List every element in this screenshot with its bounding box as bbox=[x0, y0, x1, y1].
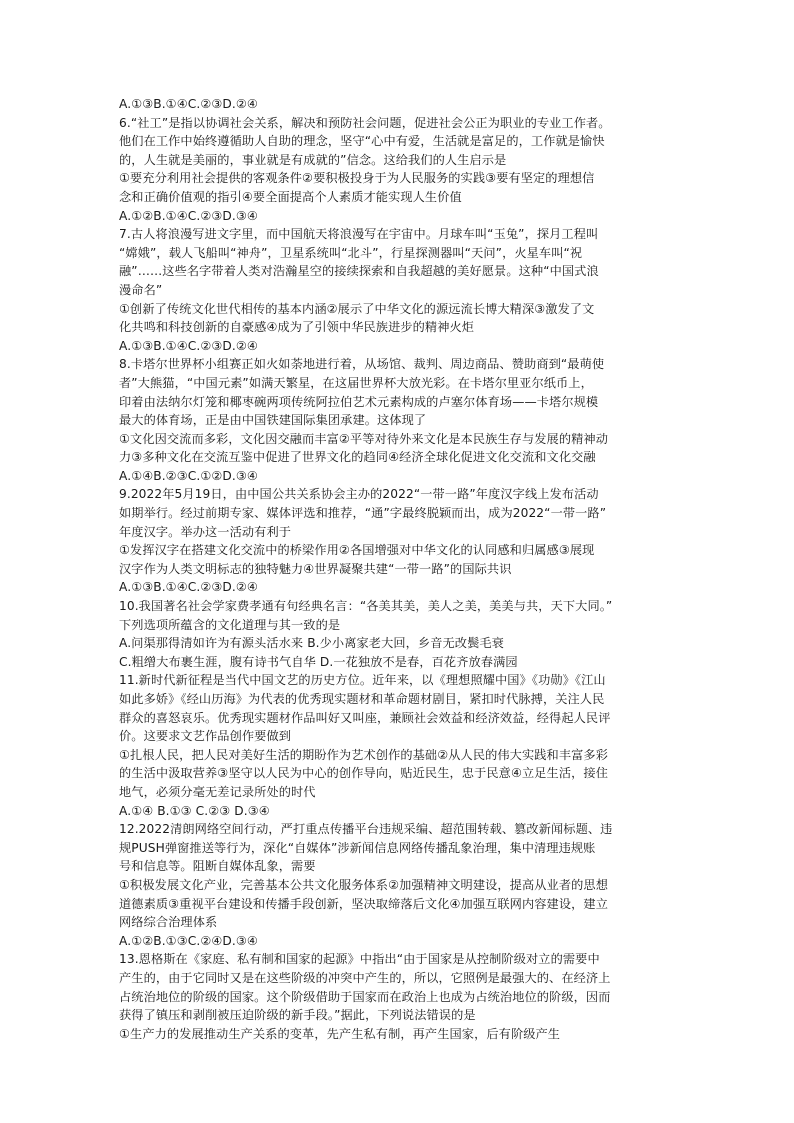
text-line: 11.新时代新征程是当代中国文艺的历史方位。近年来，以《理想照耀中国》《功勋》《江山 bbox=[119, 673, 606, 688]
text-line: 地气，必须分毫无差记录所处的时代 bbox=[119, 784, 316, 799]
text-line: 13.恩格斯在《家庭、私有制和国家的起源》中指出“由于国家是从控制阶级对立的需要中 bbox=[119, 952, 600, 967]
text-line: ①发挥汉字在搭建文化交流中的桥梁作用②各国增强对中华文化的认同感和归属感③展现 bbox=[119, 543, 595, 558]
text-line: 下列选项所蕴含的文化道理与其一致的是 bbox=[119, 617, 341, 632]
text-line: “嫦娥”，载人飞船叫“神舟”，卫星系统叫“北斗”，行星探测器叫“天问”，火星车叫“祝 bbox=[119, 245, 583, 260]
text-line: 力③多种文化在交流互鉴中促进了世界文化的趋同④经济全球化促进文化交流和文化交融 bbox=[119, 450, 596, 465]
text-line: 念和正确价值观的指引④要全面提高个人素质才能实现人生价值 bbox=[119, 189, 462, 204]
text-line: 10.我国著名社会学家费孝通有句经典名言：“各美其美，美人之美，美美与共，天下大同。” bbox=[119, 599, 613, 614]
text-line: A.①③B.①④C.②③D.②④ bbox=[119, 97, 258, 111]
text-line: 汉字作为人类文明标志的独特魅力④世界凝聚共建“一带一路”的国际共识 bbox=[119, 561, 512, 576]
text-line: 规PUSH弹窗推送等行为，深化“自媒体”涉新闻信息网络传播乱象治理，集中清理违规账 bbox=[119, 840, 596, 855]
text-line: 号和信息等。阻断自媒体乱象，需要 bbox=[119, 859, 316, 874]
text-line: A.①②B.①④C.②③D.③④ bbox=[119, 208, 258, 223]
text-line: 他们在工作中始终遵循助人自助的理念，坚守“心中有爱，生活就是富足的，工作就是愉快 bbox=[119, 134, 605, 149]
text-line: ①要充分利用社会提供的客观条件②要积极投身于为人民服务的实践③要有坚定的理想信 bbox=[119, 171, 595, 186]
text-line: 融”……这些名字带着人类对浩瀚星空的接续探索和自我超越的美好愿景。这种“中国式浪 bbox=[119, 264, 599, 279]
text-line: ①生产力的发展推动生产关系的变革，先产生私有制，再产生国家，后有阶级产生 bbox=[119, 1026, 561, 1041]
text-line: 7.古人将浪漫写进文字里，而中国航天将浪漫写在宇宙中。月球车叫“玉兔”，探月工程叫 bbox=[119, 227, 599, 242]
text-line: A.①③B.①④C.②③D.②④ bbox=[119, 580, 258, 595]
text-line: 获得了镇压和剥削被压迫阶级的新手段。”据此，下列说法错误的是 bbox=[119, 1008, 476, 1023]
text-line: 价。这要求文艺作品创作要做到 bbox=[119, 729, 292, 744]
text-line: 8.卡塔尔世界杯小组赛正如火如荼地进行着，从场馆、裁判、周边商品、赞助商到“最萌使 bbox=[119, 357, 605, 372]
text-line: 网络综合治理体系 bbox=[119, 915, 218, 930]
document-page bbox=[119, 95, 685, 1043]
text-line: 占统治地位的阶级的国家。这个阶级借助于国家而在政治上也成为占统治地位的阶级，因而 bbox=[119, 989, 611, 1004]
text-line: 的，人生就是美丽的，事业就是有成就的”信念。这给我们的人生启示是 bbox=[119, 152, 507, 167]
text-line: A.问渠那得清如许为有源头活水来 B.少小离家老大回，乡音无改鬓毛衰 bbox=[119, 636, 504, 651]
text-line: 年度汉字。举办这一活动有利于 bbox=[119, 524, 292, 539]
text-line: 者”大熊猫，“中国元素”如满天繁星，在这届世界杯大放光彩。在卡塔尔里亚尔纸币上， bbox=[119, 375, 593, 390]
text-line: A.①②B.①③C.②④D.③④ bbox=[119, 933, 258, 948]
text-line: C.粗缯大布裹生涯，腹有诗书气自华 D.一花独放不是春，百花齐放春满园 bbox=[119, 654, 518, 669]
text-line: 产生的，由于它同时又是在这些阶级的冲突中产生的，所以，它照例是最强大的、在经济上 bbox=[119, 970, 611, 985]
text-line: ①积极发展文化产业，完善基本公共文化服务体系②加强精神文明建设，提高从业者的思想 bbox=[119, 877, 608, 892]
text-line: 6.“社工”是指以协调社会关系，解决和预防社会问题，促进社会公正为职业的专业工作者。 bbox=[119, 115, 611, 130]
text-line: ①文化因交流而多彩，文化因交融而丰富②平等对待外来文化是本民族生存与发展的精神动 bbox=[119, 431, 608, 446]
text-line: 化共鸣和科技创新的自豪感④成为了引领中华民族进步的精神火炬 bbox=[119, 320, 475, 335]
text-line: 道德素质③重视平台建设和传播手段创新，坚决取缔落后文化④加强互联网内容建设，建立 bbox=[119, 896, 608, 911]
text-line: 漫命名” bbox=[119, 282, 163, 297]
text-line: ①创新了传统文化世代相传的基本内涵②展示了中华文化的源远流长博大精深③激发了文 bbox=[119, 301, 595, 316]
text-line: 如此多娇》《经山历海》为代表的优秀现实题材和革命题材剧目，紧扣时代脉搏，关注人民 bbox=[119, 692, 605, 706]
text-line: 9.2022年5月19日，由中国公共关系协会主办的2022“一带一路”年度汉字线上发布活动 bbox=[119, 487, 599, 502]
text-line: A.①④ B.①③ C.②③ D.③④ bbox=[119, 803, 270, 818]
text-line: A.①③B.①④C.②③D.②④ bbox=[119, 338, 258, 353]
text-line: 12.2022清朗网络空间行动，严打重点传播平台违规采编、超范围转载、篡改新闻标题、违 bbox=[119, 822, 613, 837]
text-line: 印着由法纳尔灯笼和椰枣碗两项传统阿拉伯艺术元素构成的卢塞尔体育场——卡塔尔规模 bbox=[119, 394, 599, 409]
text-line: 群众的喜怒哀乐。优秀现实题材作品叫好又叫座，兼顾社会效益和经济效益，经得起人民评 bbox=[119, 710, 611, 725]
text-line: 如期举行。经过前期专家、媒体评选和推荐，“通”字最终脱颖而出，成为2022“一带一路” bbox=[119, 506, 607, 521]
text-line: 的生活中汲取营养③坚守以人民为中心的创作导向，贴近民生，忠于民意④立足生活，接住 bbox=[119, 766, 608, 781]
text-line: 最大的体育场，正是由中国铁建国际集团承建。这体现了 bbox=[119, 413, 427, 428]
text-line: A.①④B.②③C.①②D.③④ bbox=[119, 468, 258, 483]
text-line: ①扎根人民，把人民对美好生活的期盼作为艺术创作的基础②从人民的伟大实践和丰富多彩 bbox=[119, 747, 608, 762]
